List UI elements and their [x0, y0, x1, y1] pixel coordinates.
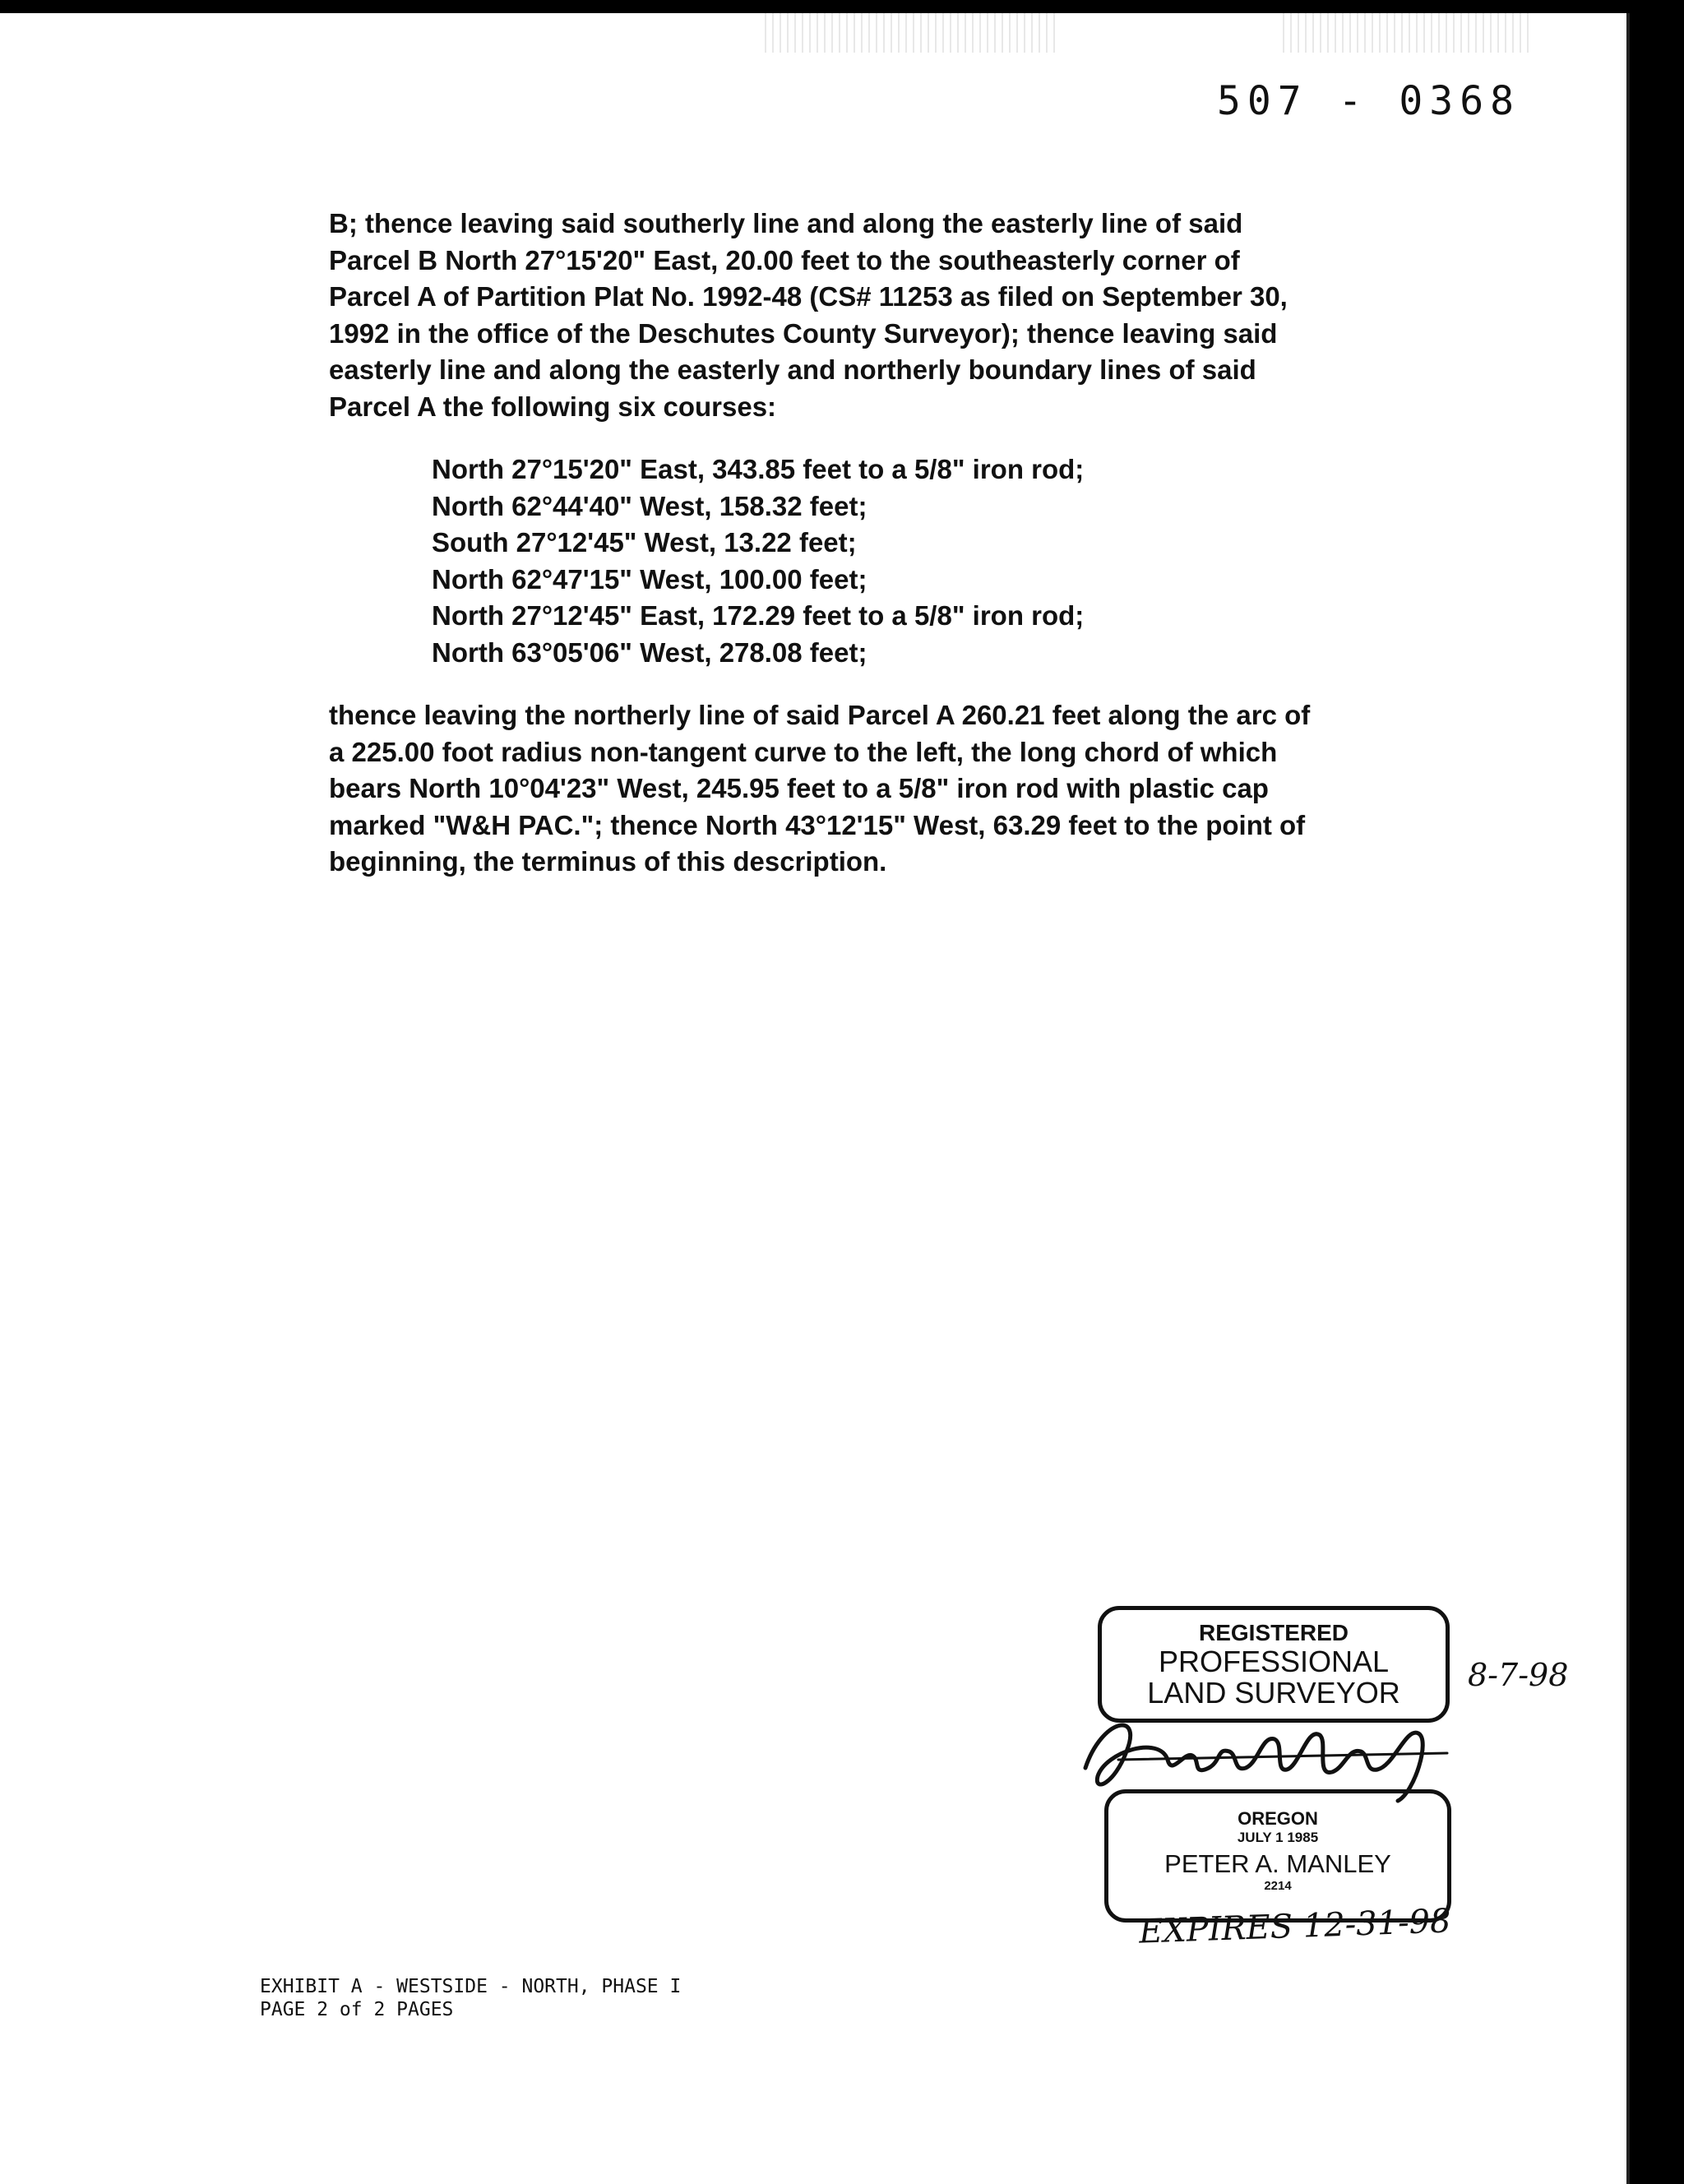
scan-speckle	[1283, 13, 1529, 53]
course-item: North 27°15'20" East, 343.85 feet to a 5/8" iron rod;	[432, 454, 1085, 484]
signature	[1069, 1702, 1464, 1809]
closing-paragraph: thence leaving the northerly line of said Parcel A 260.21 feet along the arc of a 225.00 foot radius non-tangent curve to the left, the long chord of which bears North 10°04'23" West, 245.95 feet to a 5/8" iron rod with plastic cap marked "W&H PAC."; thence North 43°12'15" West, 63.29 feet to the point of beginning, the terminus of this description.	[329, 700, 1311, 877]
document-number: 507 - 0368	[1217, 78, 1520, 124]
stamp-state: OREGON	[1238, 1808, 1318, 1829]
course-item: North 27°12'45" East, 172.29 feet to a 5/8" iron rod;	[432, 600, 1085, 631]
footer-page-line: PAGE 2 of 2 PAGES	[260, 1999, 454, 2020]
stamp-number: 2214	[1264, 1879, 1292, 1893]
stamp-name: PETER A. MANLEY	[1164, 1849, 1391, 1878]
exhibit-footer	[260, 1975, 681, 2021]
legal-description	[329, 206, 1316, 881]
scan-speckle	[765, 13, 1061, 53]
course-item: North 63°05'06" West, 278.08 feet;	[432, 636, 867, 668]
stamp-professional: PROFESSIONAL	[1158, 1645, 1390, 1678]
courses-list	[432, 451, 1316, 671]
footer-exhibit-line: EXHIBIT A - WESTSIDE - NORTH, PHASE I	[260, 1976, 682, 1997]
surveyor-stamp-bottom	[1104, 1789, 1451, 1923]
signature-date: 8-7-98	[1468, 1657, 1569, 1693]
stamp-date: JULY 1 1985	[1237, 1830, 1319, 1845]
intro-paragraph: B; thence leaving said southerly line and along the easterly line of said Parcel B North 27°15'20" East, 20.00 feet to the southeasterly corner of Parcel A of Partition Plat No. 1992-48 (CS# 11253 as filed on September 30, 1992 in the office of the Deschutes County Surveyor); thence leaving said easterly line and along the easterly and northerly boundary lines of said Parcel A the following six courses:	[329, 208, 1288, 422]
page-edge	[1626, 13, 1630, 2184]
stamp-registered: REGISTERED	[1198, 1620, 1349, 1645]
course-item: South 27°12'45" West, 13.22 feet;	[432, 527, 857, 558]
stamp-land-surveyor: LAND SURVEYOR	[1147, 1676, 1400, 1710]
course-item: North 62°47'15" West, 100.00 feet;	[432, 563, 867, 595]
course-item: North 62°44'40" West, 158.32 feet;	[432, 490, 867, 521]
license-expiration: EXPIRES 12-31-98	[1138, 1902, 1452, 1951]
